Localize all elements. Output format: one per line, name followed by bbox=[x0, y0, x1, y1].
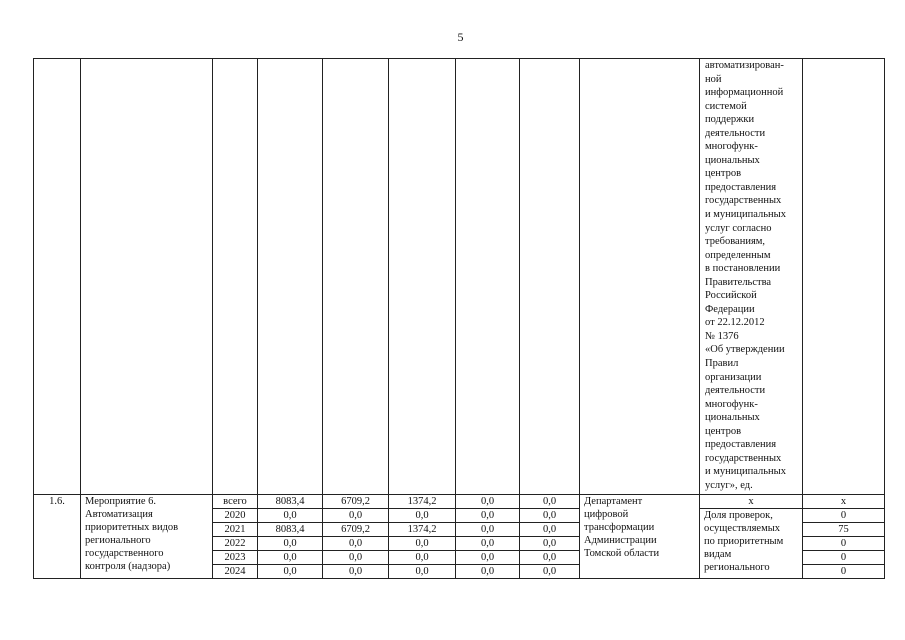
executor-line: Томской области bbox=[584, 548, 660, 559]
text-line: автоматизирован- bbox=[705, 60, 784, 71]
value-cell: 0,0 bbox=[456, 551, 520, 565]
indicator-value: 0 bbox=[803, 551, 885, 565]
text-line: Российской bbox=[705, 290, 757, 302]
value-cell: 0,0 bbox=[323, 551, 389, 565]
value-cell: 0,0 bbox=[456, 537, 520, 551]
text-line: многофунк- bbox=[705, 141, 758, 153]
value-cell: 0,0 bbox=[520, 565, 580, 579]
indicator-name bbox=[700, 509, 803, 579]
page-number: 5 bbox=[457, 30, 464, 44]
executor-line: трансформации bbox=[584, 522, 655, 533]
text-line: поддержки bbox=[705, 114, 755, 126]
indicator-value: 0 bbox=[803, 537, 885, 551]
year-cell: 2021 bbox=[213, 523, 258, 537]
indicator-value: 0 bbox=[803, 509, 885, 523]
indicator-header: х bbox=[700, 495, 803, 509]
year-cell: всего bbox=[213, 495, 258, 509]
value-cell: 0,0 bbox=[520, 537, 580, 551]
text-line: организации bbox=[705, 371, 762, 383]
total-cell: 0,0 bbox=[258, 551, 323, 565]
value-cell: 0,0 bbox=[389, 551, 456, 565]
text-line: № 1376 bbox=[705, 330, 739, 342]
executor-line: цифровой bbox=[584, 509, 629, 520]
indicator-line: видам bbox=[704, 549, 732, 560]
value-cell: 0,0 bbox=[389, 565, 456, 579]
indicator-value: 75 bbox=[803, 523, 885, 537]
executor-line: Департамент bbox=[584, 496, 643, 507]
value-cell: 0,0 bbox=[456, 509, 520, 523]
text-line: услуг», ед. bbox=[705, 479, 753, 491]
value-cell: 6709,2 bbox=[323, 523, 389, 537]
text-line: многофунк- bbox=[705, 398, 758, 410]
continuation-text bbox=[700, 59, 803, 495]
text-line: предоставления bbox=[705, 181, 777, 193]
continuation-row bbox=[34, 59, 885, 495]
text-line: центров bbox=[705, 168, 742, 180]
activity-name-line: приоритетных видов bbox=[85, 522, 179, 533]
value-cell: 0,0 bbox=[323, 509, 389, 523]
text-line: системой bbox=[705, 100, 747, 112]
table-row bbox=[34, 495, 885, 509]
activity-name-line: контроля (надзора) bbox=[85, 561, 171, 572]
year-cell: 2023 bbox=[213, 551, 258, 565]
value-cell: 6709,2 bbox=[323, 495, 389, 509]
value-cell: 0,0 bbox=[323, 565, 389, 579]
text-line: циональных bbox=[705, 412, 760, 424]
text-line: «Об утверждении bbox=[705, 344, 785, 356]
text-line: от 22.12.2012 bbox=[705, 317, 765, 329]
text-line: определенным bbox=[705, 249, 771, 261]
text-line: Правительства bbox=[705, 276, 772, 288]
text-line: ной bbox=[705, 73, 722, 85]
value-cell: 0,0 bbox=[389, 509, 456, 523]
executor-line: Администрации bbox=[584, 535, 657, 546]
year-cell: 2024 bbox=[213, 565, 258, 579]
text-line: Правил bbox=[705, 358, 739, 370]
total-cell: 0,0 bbox=[258, 565, 323, 579]
indicator-value: х bbox=[803, 495, 885, 509]
text-line: центров bbox=[705, 425, 742, 437]
indicator-value: 0 bbox=[803, 565, 885, 579]
text-line: деятельности bbox=[705, 127, 766, 139]
text-line: и муниципальных bbox=[705, 209, 786, 221]
indicator-line: Доля проверок, bbox=[704, 510, 773, 521]
text-line: в постановлении bbox=[705, 263, 781, 275]
value-cell: 0,0 bbox=[520, 509, 580, 523]
value-cell: 0,0 bbox=[520, 551, 580, 565]
total-cell: 0,0 bbox=[258, 509, 323, 523]
activity-number: 1.6. bbox=[34, 495, 81, 579]
value-cell: 0,0 bbox=[456, 523, 520, 537]
total-cell: 8083,4 bbox=[258, 523, 323, 537]
text-line: информационной bbox=[705, 87, 784, 99]
value-cell: 0,0 bbox=[456, 495, 520, 509]
indicator-line: по приоритетным bbox=[704, 536, 784, 547]
value-cell: 1374,2 bbox=[389, 523, 456, 537]
executor bbox=[580, 495, 700, 579]
activity-name bbox=[81, 495, 213, 579]
value-cell: 0,0 bbox=[389, 537, 456, 551]
text-line: и муниципальных bbox=[705, 466, 786, 478]
text-line: циональных bbox=[705, 154, 760, 166]
value-cell: 0,0 bbox=[520, 495, 580, 509]
total-cell: 0,0 bbox=[258, 537, 323, 551]
document-table bbox=[33, 58, 885, 579]
value-cell: 0,0 bbox=[323, 537, 389, 551]
activity-name-line: Автоматизация bbox=[85, 509, 153, 520]
text-line: предоставления bbox=[705, 439, 777, 451]
year-cell: 2022 bbox=[213, 537, 258, 551]
total-cell: 8083,4 bbox=[258, 495, 323, 509]
text-line: государственных bbox=[705, 452, 782, 464]
indicator-line: регионального bbox=[704, 562, 770, 573]
value-cell: 1374,2 bbox=[389, 495, 456, 509]
indicator-line: осуществляемых bbox=[704, 523, 781, 534]
value-cell: 0,0 bbox=[456, 565, 520, 579]
text-line: деятельности bbox=[705, 385, 766, 397]
text-line: Федерации bbox=[705, 303, 755, 315]
activity-name-line: государственного bbox=[85, 548, 164, 559]
text-line: услуг согласно bbox=[705, 222, 772, 234]
text-line: требованиям, bbox=[705, 236, 766, 248]
year-cell: 2020 bbox=[213, 509, 258, 523]
text-line: государственных bbox=[705, 195, 782, 207]
activity-name-line: регионального bbox=[85, 535, 151, 546]
activity-name-line: Мероприятие 6. bbox=[85, 496, 157, 507]
value-cell: 0,0 bbox=[520, 523, 580, 537]
